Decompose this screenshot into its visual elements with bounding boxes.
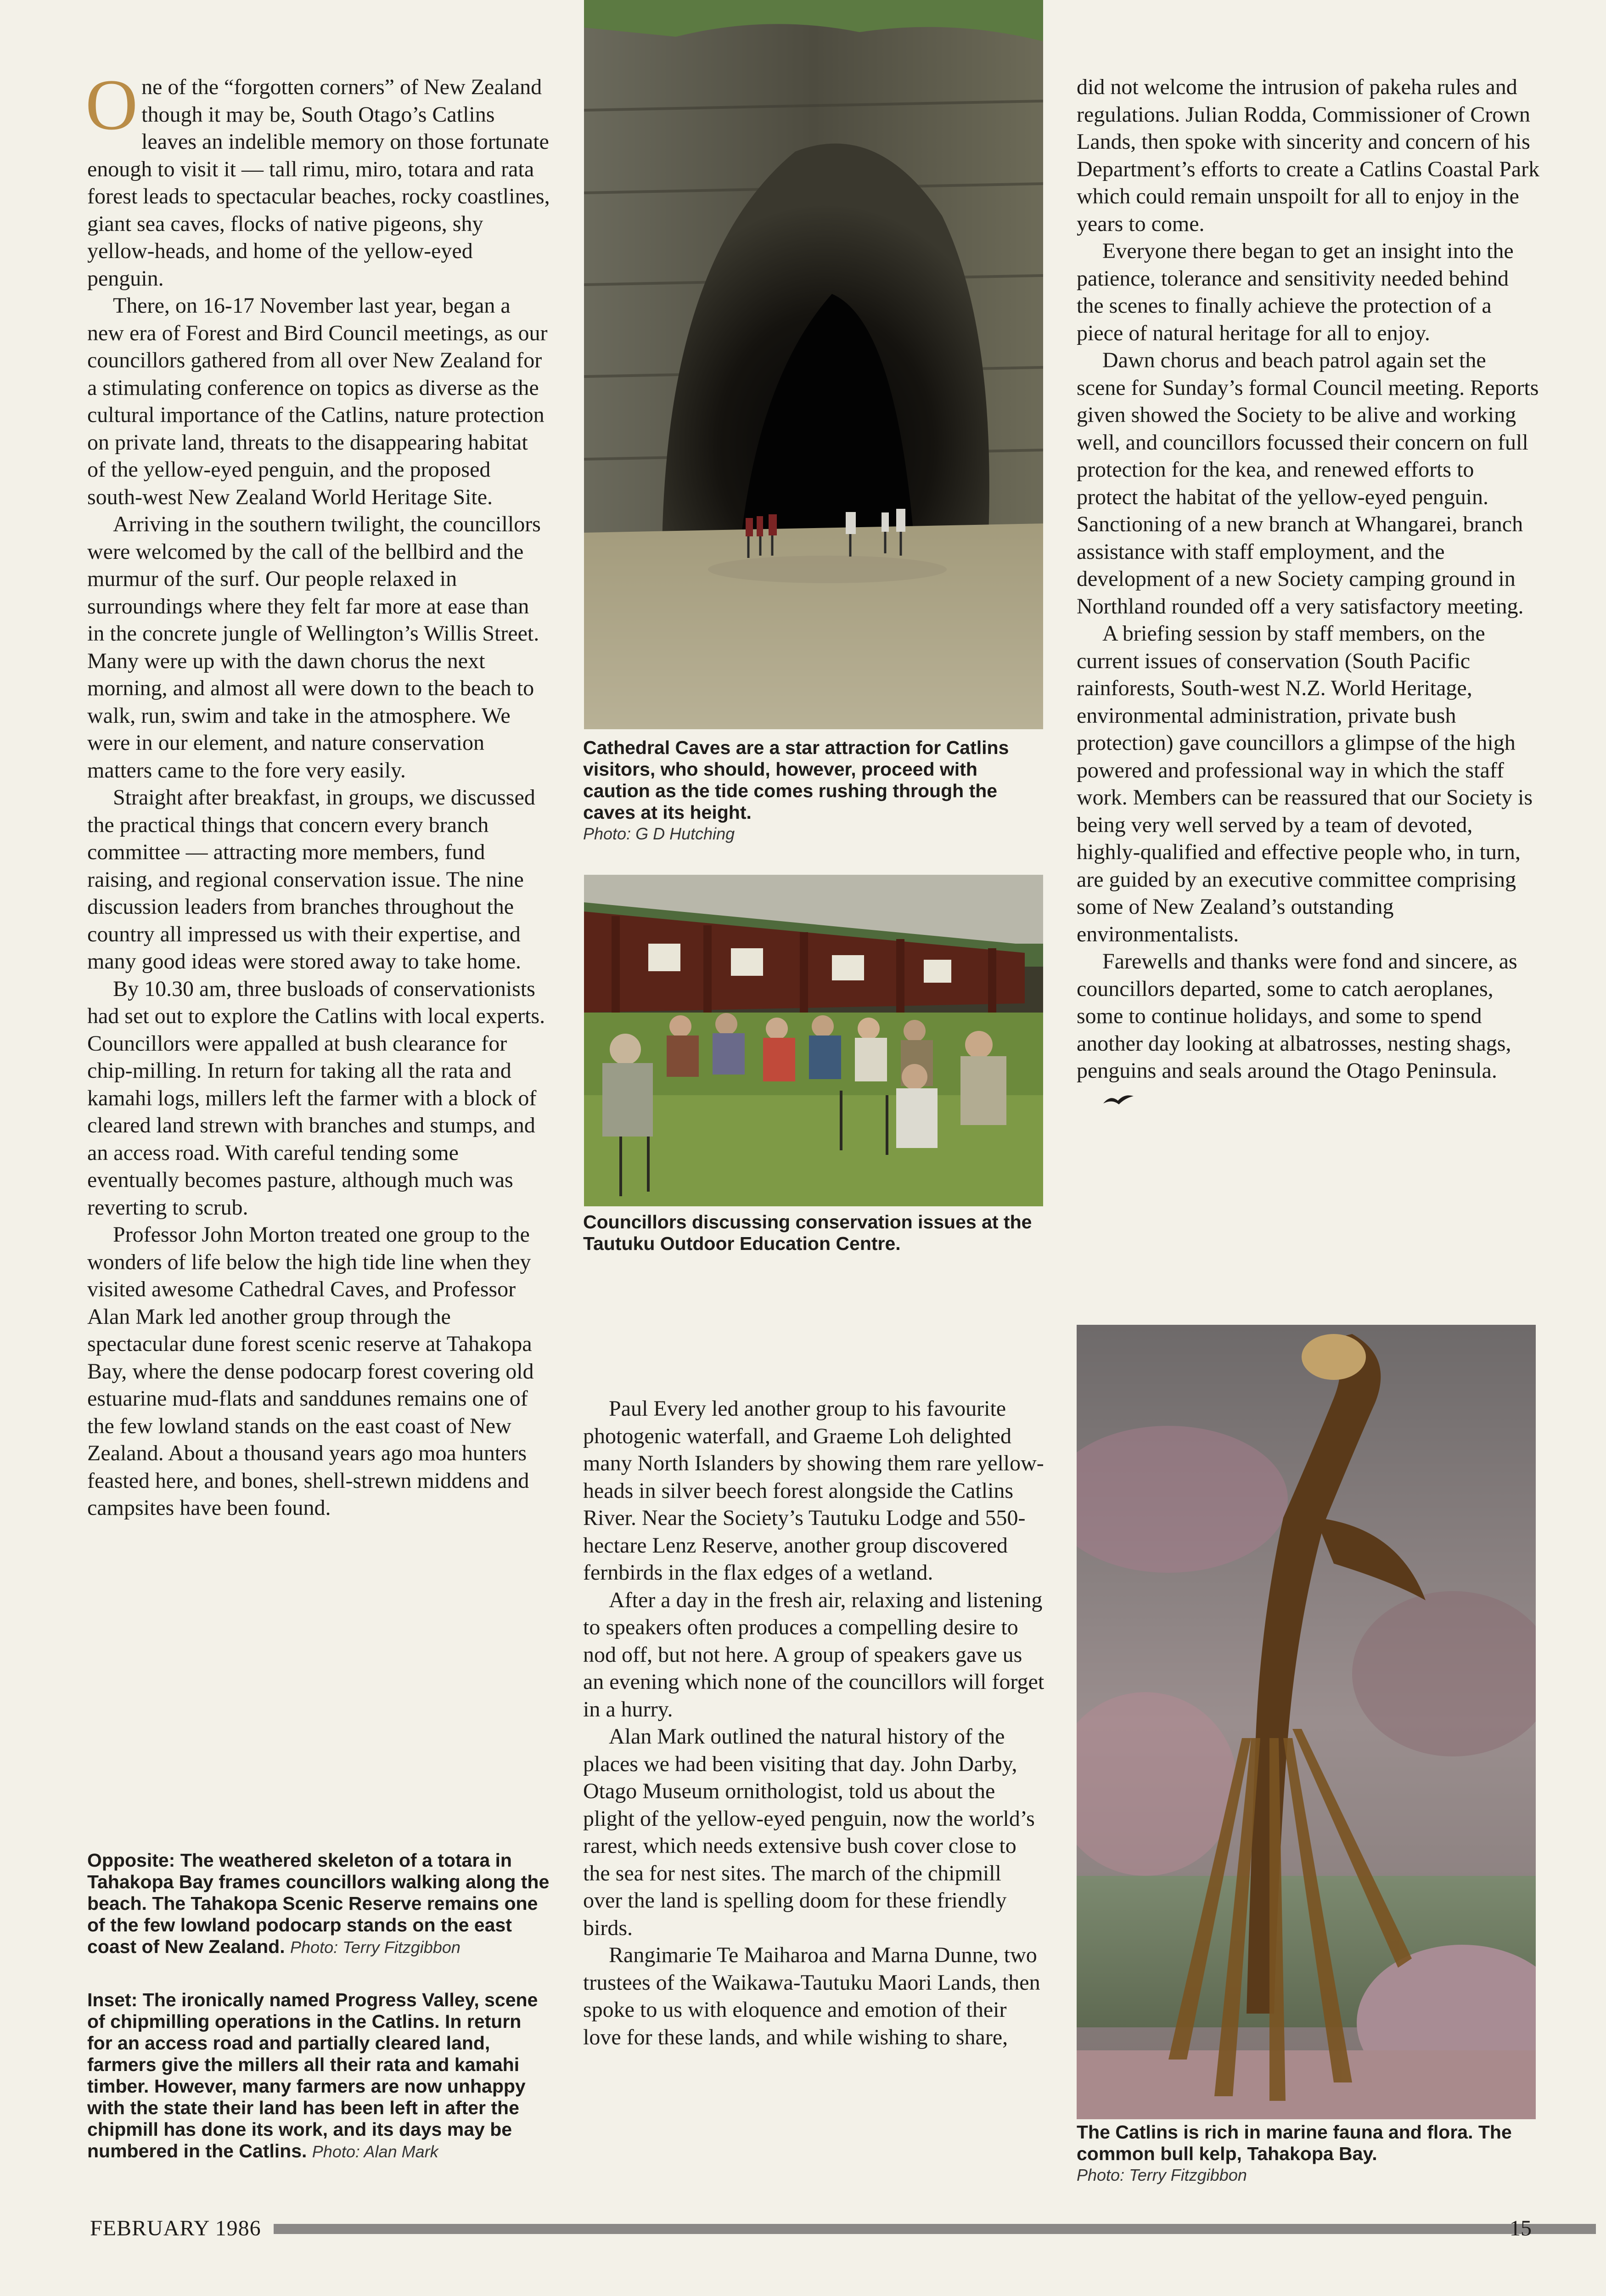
column-1-text: [85, 65, 551, 1522]
column-2-text: [583, 1395, 1044, 2051]
bull-kelp-photo: [1077, 1325, 1536, 2119]
page-number: 15: [1510, 2216, 1532, 2240]
cathedral-caves-photo: [584, 0, 1043, 729]
kelp-caption-text: The Catlins is rich in marine fauna and flora. The common bull kelp, Tahakopa Bay.: [1077, 2122, 1512, 2164]
photo-credit: Photo: Terry Fitzgibbon: [290, 1938, 460, 1957]
paragraph: Professor John Morton treated one group to the wonders of life below the high tide line when they visited awesome Cathedral Caves, and Professor Alan Mark led another group through the spectacular dune forest scenic reserve at Tahakopa Bay, where the dense podocarp forest covering old estuarine mud-flats and sanddunes remains one of the few lowland stands on the east coast of New Zealand. About a thousand years ago moa hunters feasted here, and bones, shell-strewn middens and campsites have been found.: [87, 1222, 534, 1520]
paragraph: Dawn chorus and beach patrol again set the scene for Sunday’s formal Council meeting. Reports given showed the Society to be alive and working well, and councillors focussed their concern on full protection for the kea, and renewed efforts to protect the habitat of the yellow-eyed penguin. Sanctioning of a new branch at Whangarei, branch assistance with staff employment, and the development of a new Society camping ground in Northland rounded off a very satisfactory meeting.: [1077, 348, 1539, 619]
meeting-caption: [583, 1211, 1042, 1255]
paragraph: One of the “forgotten corners” of New Zealand though it may be, South Otago’s Catlins leaves an indelible memory on those fortunate enough to visit it — tall rimu, miro, totara and rata forest leads to spectacular beaches, rocky coastlines, giant sea caves, flocks of native pigeons, shy yellow-heads, and home of the yellow-eyed penguin.: [85, 65, 550, 291]
cave-caption-text: Cathedral Caves are a star attraction for Catlins visitors, who should, however, proceed with caution as the tide comes rushing through the caves at its height.: [583, 737, 1009, 823]
kelp-caption: [1077, 2122, 1540, 2185]
opposite-caption: [87, 1850, 551, 1958]
paragraph: did not welcome the intrusion of pakeha rules and regulations. Julian Rodda, Commissioner of Crown Lands, then spoke with sincerity and concern of his Department’s efforts to create a Catlins Coastal Park which could remain unspoilt for all to enjoy in the years to come.: [1077, 75, 1540, 236]
drop-cap: O: [85, 65, 138, 145]
photo-credit: Photo: G D Hutching: [583, 824, 735, 843]
paragraph: Arriving in the southern twilight, the councillors were welcomed by the call of the bellbird and the murmur of the surf. Our people relaxed in surroundings where they felt far more at ease than in the concrete jungle of Wellington’s Willis Street. Many were up with the dawn chorus the next morning, and almost all were down to the beach to walk, run, swim and take in the atmosphere. We were in our element, and nature conservation matters came to the fore very easily.: [87, 512, 541, 782]
footer-rule: [274, 2224, 1596, 2234]
paragraph: Farewells and thanks were fond and sincere, as councillors departed, some to catch aeroplanes, some to continue holidays, and some to spend another day looking at albatrosses, nesting shags, penguins and seals around the Otago Peninsula.: [1077, 948, 1540, 1114]
issue-date: FEBRUARY 1986: [90, 2216, 261, 2240]
paragraph: Everyone there began to get an insight into the patience, tolerance and sensitivity needed behind the scenes to finally achieve the protection of a piece of natural heritage for all to enjoy.: [1077, 239, 1514, 345]
photo-credit: Photo: Alan Mark: [312, 2142, 438, 2161]
paragraph: By 10.30 am, three busloads of conservationists had set out to explore the Catlins with local experts. Councillors were appalled at bush clearance for chip-milling. In return for taking all the rata and kamahi logs, millers left the farmer with a block of cleared land strewn with branches and stumps, and an access road. With careful tending some eventually becomes pasture, although much was reverting to scrub.: [87, 976, 545, 1220]
bird-icon: [1077, 1086, 1134, 1114]
paragraph: There, on 16-17 November last year, began a new era of Forest and Bird Council meetings, as our councillors gathered from all over New Zealand for a stimulating conference on topics as diverse as the cultural importance of the Catlins, nature protection on private land, threats to the disappearing habitat of the yellow-eyed penguin, and the proposed south-west New Zealand World Heritage Site.: [87, 293, 548, 509]
meeting-caption-text: Councillors discussing conservation issues at the Tautuku Outdoor Education Centre.: [583, 1211, 1032, 1254]
inset-caption-text: Inset: The ironically named Progress Valley, scene of chipmilling operations in the Catlins. In return for an access road and partially cleared land, farmers give the millers all their rata and kamahi timber. However, many farmers are now unhappy with the state their land has been left in after the chipmill has done its work, and its days may be numbered in the Catlins.: [87, 1989, 538, 2161]
paragraph: Straight after breakfast, in groups, we discussed the practical things that concern every branch committee — attracting more members, fund raising, and regional conservation issue. The nine discussion leaders from branches throughout the country all impressed us with their expertise, and many good ideas were stored away to take home.: [87, 785, 535, 974]
councillors-meeting-photo: [584, 875, 1043, 1206]
cave-caption: [583, 737, 1042, 844]
page-footer: [90, 2216, 1532, 2243]
opposite-caption-text: Opposite: The weathered skeleton of a totara in Tahakopa Bay frames councillors walking along the beach. The Tahakopa Scenic Reserve remains one of the few lowland podocarp stands on the east coast of New Zealand.: [87, 1850, 550, 1957]
photo-credit: Photo: Terry Fitzgibbon: [1077, 2166, 1247, 2184]
paragraph: After a day in the fresh air, relaxing and listening to speakers often produces a compelling desire to nod off, but not here. A group of speakers gave us an evening which none of the councillors will forget in a hurry.: [583, 1587, 1044, 1722]
column-3-text: [1077, 73, 1540, 1114]
paragraph: Paul Every led another group to his favourite photogenic waterfall, and Graeme Loh delighted many North Islanders by showing them rare yellow-heads in silver beech forest alongside the Catlins River. Near the Society’s Tautuku Lodge and 550-hectare Lenz Reserve, another group discovered fernbirds in the flax edges of a wetland.: [583, 1396, 1044, 1585]
paragraph: A briefing session by staff members, on the current issues of conservation (South Pacific rainforests, South-west N.Z. World Heritage, environmental administration, private bush protection) gave councillors a glimpse of the high powered and professional way in which the staff work. Members can be reassured that our Society is being very well served by a team of devoted, highly-qualified and effective people who, in turn, are guided by an executive committee comprising some of New Zealand’s outstanding environmentalists.: [1077, 621, 1533, 946]
paragraph: Alan Mark outlined the natural history of the places we had been visiting that day. John Darby, Otago Museum ornithologist, told us about the plight of the yellow-eyed penguin, now the world’s rarest, which needs extensive bush cover close to the sea for nest sites. The march of the chipmill over the land is spelling doom for these friendly birds.: [583, 1724, 1035, 1940]
inset-caption: [87, 1989, 551, 2162]
paragraph: Rangimarie Te Maiharoa and Marna Dunne, two trustees of the Waikawa-Tautuku Maori Lands, then spoke to us with eloquence and emotion of their love for these lands, and while wishing to share,: [583, 1943, 1040, 2049]
